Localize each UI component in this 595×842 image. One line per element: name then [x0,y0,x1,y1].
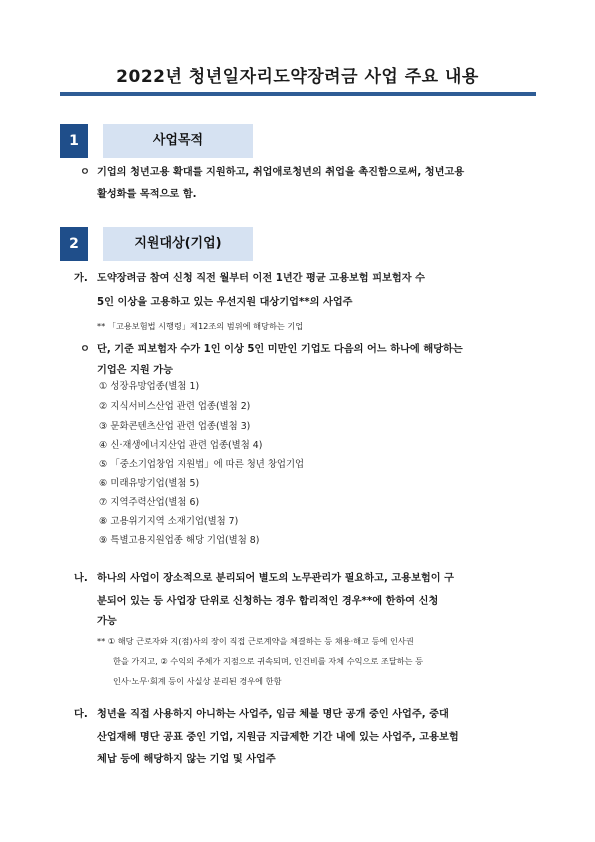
ga-line-1: 도약장려금 참여 신청 직전 월부터 이전 1년간 평균 고용보험 피보험자 수 [97,273,425,284]
section-number: 1 [60,124,88,158]
na-line-1: 하나의 사업이 장소적으로 분리되어 별도의 노무관리가 필요하고, 고용보험이 구 [97,573,454,584]
na-footnote-line-1: ** ① 해당 근로자와 지(점)사의 장이 직접 근로계약을 체결하는 등 채용·해고 등에 인사권 [97,636,414,646]
list-item: ② 지식서비스산업 관련 업종(별첨 2) [99,401,251,412]
list-item: ⑧ 고용위기지역 소재기업(별첨 7) [99,516,239,527]
list-item: ④ 신·재생에너지산업 관련 업종(별첨 4) [99,440,263,451]
da-line-1: 청년을 직접 사용하지 아니하는 사업주, 임금 체불 명단 공개 중인 사업주, 중대 [97,709,449,720]
na-footnote-line-3: 인사·노무·회계 등이 사실상 분리된 경우에 한함 [113,676,282,686]
na-line-3: 가능 [97,616,117,627]
bullet-marker: ㅇ [80,344,90,355]
list-item: ⑤ 「중소기업창업 지원법」에 따른 청년 창업기업 [99,459,305,470]
purpose-line-2: 활성화를 목적으로 함. [97,189,197,200]
purpose-line-1: 기업의 청년고용 확대를 지원하고, 취업애로청년의 취업을 촉진함으로써, 청년고용 [97,167,465,178]
na-footnote-line-2: 한을 가지고, ② 수익의 주체가 지점으로 귀속되며, 인건비를 자체 수익으로 조달하는 등 [113,656,424,666]
exception-line-2: 기업은 지원 가능 [97,365,173,376]
item-marker-da: 다. [74,709,88,720]
section-title: 지원대상(기업) [103,227,253,261]
section-2-header [60,227,260,261]
na-line-2: 분되어 있는 등 사업장 단위로 신청하는 경우 합리적인 경우**에 한하여 신청 [97,596,439,607]
ga-line-2: 5인 이상을 고용하고 있는 우선지원 대상기업**의 사업주 [97,297,353,308]
title-underline [60,92,536,96]
bullet-marker: ㅇ [80,167,90,178]
section-title: 사업목적 [103,124,253,158]
list-item: ⑦ 지역주력산업(별첨 6) [99,497,200,508]
list-item: ③ 문화콘텐츠산업 관련 업종(별첨 3) [99,421,251,432]
section-1-header [60,124,260,158]
item-marker-na: 나. [74,573,88,584]
ga-footnote: ** 「고용보험법 시행령」제12조의 범위에 해당하는 기업 [97,321,304,331]
list-item: ① 성장유망업종(별첨 1) [99,381,200,392]
exception-line-1: 단, 기준 피보험자 수가 1인 이상 5인 미만인 기업도 다음의 어느 하나에 해당하는 [97,344,463,355]
da-line-2: 산업재해 명단 공표 중인 기업, 지원금 지급제한 기간 내에 있는 사업주, 고용보험 [97,732,459,743]
da-line-3: 체납 등에 해당하지 않는 기업 및 사업주 [97,754,276,765]
list-item: ⑨ 특별고용지원업종 해당 기업(별첨 8) [99,535,260,546]
section-number: 2 [60,227,88,261]
item-marker-ga: 가. [74,273,88,284]
page-title: 2022년 청년일자리도약장려금 사업 주요 내용 [116,67,479,87]
list-item: ⑥ 미래유망기업(별첨 5) [99,478,200,489]
